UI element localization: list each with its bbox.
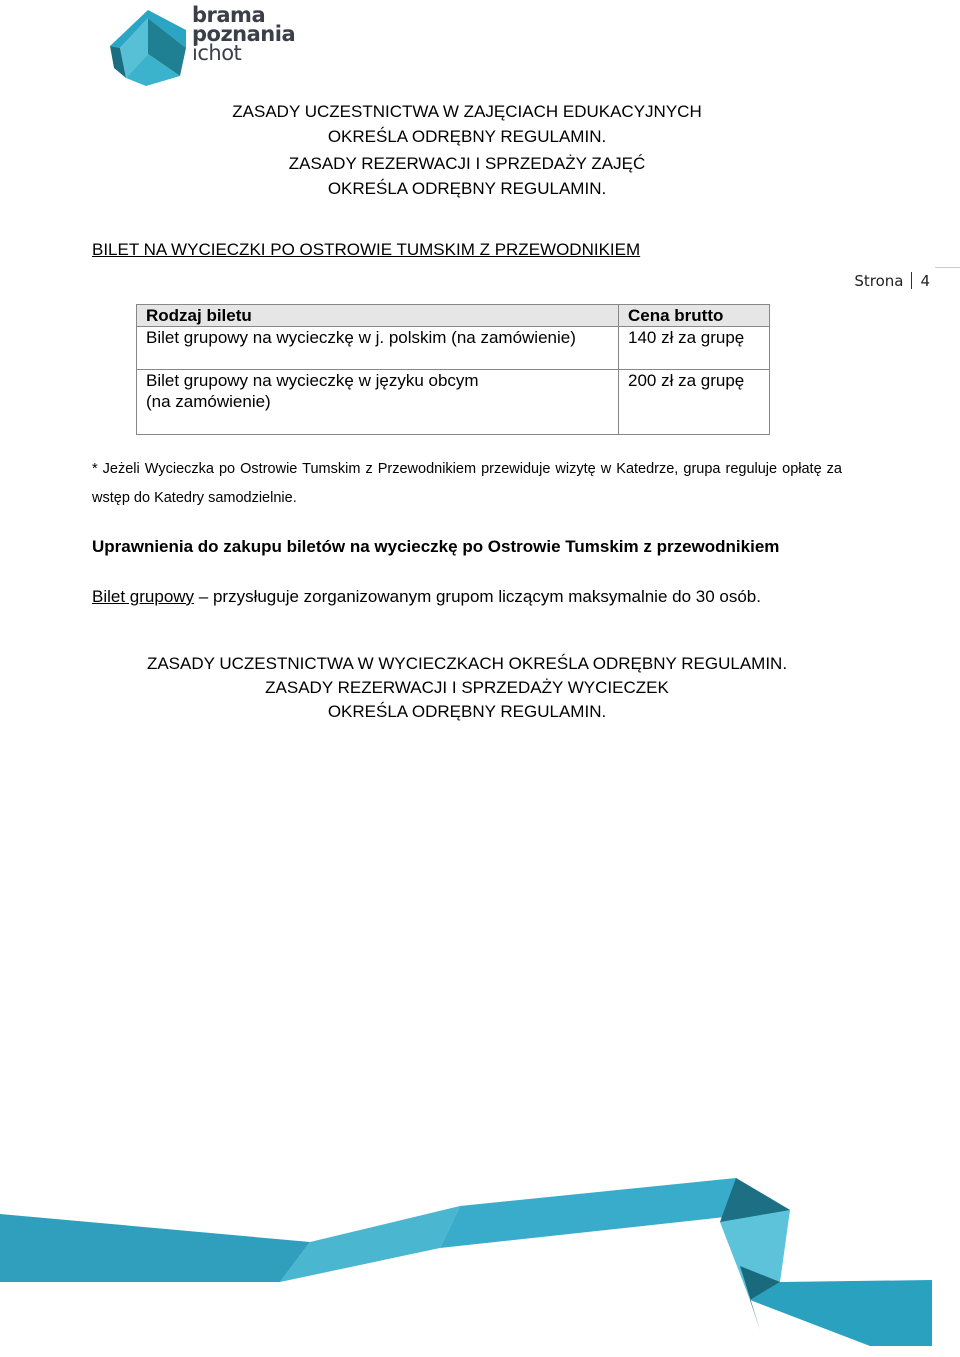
ticket-price-table — [136, 304, 770, 435]
rights-ticket-name: Bilet grupowy — [92, 587, 195, 606]
page-number — [854, 272, 930, 290]
footnote: * Jeżeli Wycieczka po Ostrowie Tumskim z Przewodnikiem przewiduje wizytę w Katedrze, grupa reguluje opłatę za wstęp do Katedry samodzielnie. — [92, 461, 842, 506]
logo-line-1: brama — [192, 3, 266, 27]
header-notice-line-2: OKREŚLA ODRĘBNY REGULAMIN. — [327, 127, 607, 146]
rights-line — [92, 587, 761, 607]
logo-line-3: ichot — [192, 41, 242, 65]
header-notice — [0, 99, 934, 201]
logo-line-2: poznania — [192, 22, 296, 46]
logo-wordmark — [192, 3, 296, 65]
page-number-separator — [911, 272, 912, 289]
rights-heading: Uprawnienia do zakupu biletów na wycieczkę po Ostrowie Tumskim z przewodnikiem — [92, 537, 780, 556]
section-title: BILET NA WYCIECZKI PO OSTROWIE TUMSKIM Z PRZEWODNIKIEM — [92, 240, 641, 259]
header-ticket-type: Rodzaj biletu — [137, 305, 619, 327]
ticket-type-line-2: (na zamówienie) — [146, 392, 271, 411]
table-header-row — [137, 305, 770, 327]
footer-notice-line-2: ZASADY REZERWACJI I SPRZEDAŻY WYCIECZEK — [265, 678, 669, 697]
page-number-rule — [935, 267, 960, 268]
table-row — [137, 327, 770, 370]
header-price: Cena brutto — [619, 305, 770, 327]
footer-notice — [0, 652, 934, 724]
price-cell: 200 zł za grupę — [619, 370, 770, 435]
footer-notice-line-1: ZASADY UCZESTNICTWA W WYCIECZKACH OKREŚLA ODRĘBNY REGULAMIN. — [146, 654, 788, 673]
table-row — [137, 370, 770, 435]
header-notice-line-1: ZASADY UCZESTNICTWA W ZAJĘCIACH EDUKACYJNYCH — [232, 102, 702, 121]
decorative-ribbon-icon — [0, 1170, 960, 1357]
page-number-label: Strona — [854, 272, 904, 290]
ticket-type-cell: Bilet grupowy na wycieczkę w j. polskim (na zamówienie) — [137, 327, 619, 370]
page-number-value: 4 — [920, 272, 930, 290]
ticket-type-cell — [137, 370, 619, 435]
header-notice-line-3: ZASADY REZERWACJI I SPRZEDAŻY ZAJĘĆ — [288, 154, 646, 173]
price-cell: 140 zł za grupę — [619, 327, 770, 370]
ticket-type-line-1: Bilet grupowy na wycieczkę w języku obcym — [146, 371, 479, 390]
header-notice-line-4: OKREŚLA ODRĘBNY REGULAMIN. — [327, 179, 607, 198]
rights-description: – przysługuje zorganizowanym grupom liczącym maksymalnie do 30 osób. — [194, 587, 761, 606]
footer-notice-line-3: OKREŚLA ODRĘBNY REGULAMIN. — [327, 702, 607, 721]
